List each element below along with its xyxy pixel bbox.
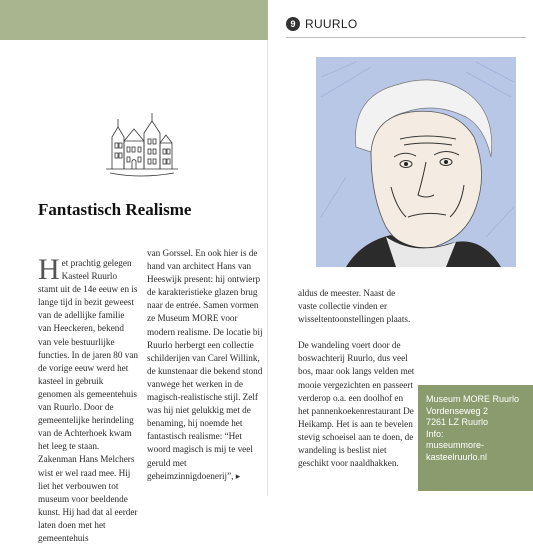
castle-illustration	[100, 107, 182, 189]
chapter-number-badge: 9	[286, 17, 300, 31]
chapter-title: RUURLO	[305, 17, 358, 31]
info-line: kasteelruurlo.nl	[426, 451, 488, 462]
header-divider	[286, 37, 526, 38]
museum-info-box	[418, 385, 533, 491]
text-column-3	[298, 287, 416, 470]
article-title: Fantastisch Realisme	[38, 200, 192, 219]
info-line: Info:	[426, 428, 444, 439]
info-line: museummore-	[426, 440, 485, 450]
top-color-bar	[0, 0, 268, 40]
info-line: Vordenseweg 2	[426, 405, 489, 416]
continue-arrow-icon: ▸	[235, 470, 241, 481]
paragraph: De wandeling voert door de boswachterij Ruurlo, dus veel bos, maar ook langs velden met mooie vergezichten en passeert verderop o.a. een doolhof en het pannenkoekenrestaurant De Heikamp. Het is aan te bevelen stevig schoeisel aan te doen, de wandeling is beslist niet geschikt voor naaldhakken.	[298, 340, 415, 469]
drop-cap: H	[38, 253, 60, 286]
portrait-illustration	[316, 57, 516, 267]
right-page	[268, 0, 533, 496]
info-line: Museum MORE Ruurlo	[426, 394, 520, 404]
paragraph: aldus de meester. Naast de vaste collectie vinden er wisseltentoonstellingen plaats.	[298, 288, 411, 325]
text-column-2	[147, 247, 264, 483]
text-column-1	[38, 253, 139, 545]
chapter-header	[286, 17, 357, 31]
paragraph: van Gorssel. En ook hier is de hand van architect Hans van Heeswijk present: hij ontwierp de karakteristieke glazen brug naar de entrée. Samen vormen ze Museum MORE voor modern realisme. De locatie bij Ruurlo herbergt een collectie schilderijen van Carel Willink, de kunstenaar die bekend stond vanwege het werken in de magisch-realistische stijl. Zelf was hij niet gelukkig met de benaming, hij noemde het fantastisch realisme: “Het woord magisch is mij te veel geruld met geheimzinnigdoenerij”, ▸	[147, 248, 263, 481]
paragraph: et prachtig gelegen Kasteel Ruurlo stamt uit de 14e eeuw en is lange tijd in bezit geweest van de adellijke familie van Heeckeren, bekend van vele bestuurlijke functies. In de jaren 80 van de vorige eeuw werd het kasteel in gebruik genomen als gemeentehuis van Ruurlo. Door de gemeentelijke herindeling van de Achterhoek kwam het leeg te staan. Zakenman Hans Melchers wist er wel raad mee. Hij liet het verbouwen tot museum voor beeldende kunst. Hij had dat al eerder laten doen met het gemeentehuis	[38, 258, 139, 543]
info-line: 7261 LZ Ruurlo	[426, 417, 489, 427]
